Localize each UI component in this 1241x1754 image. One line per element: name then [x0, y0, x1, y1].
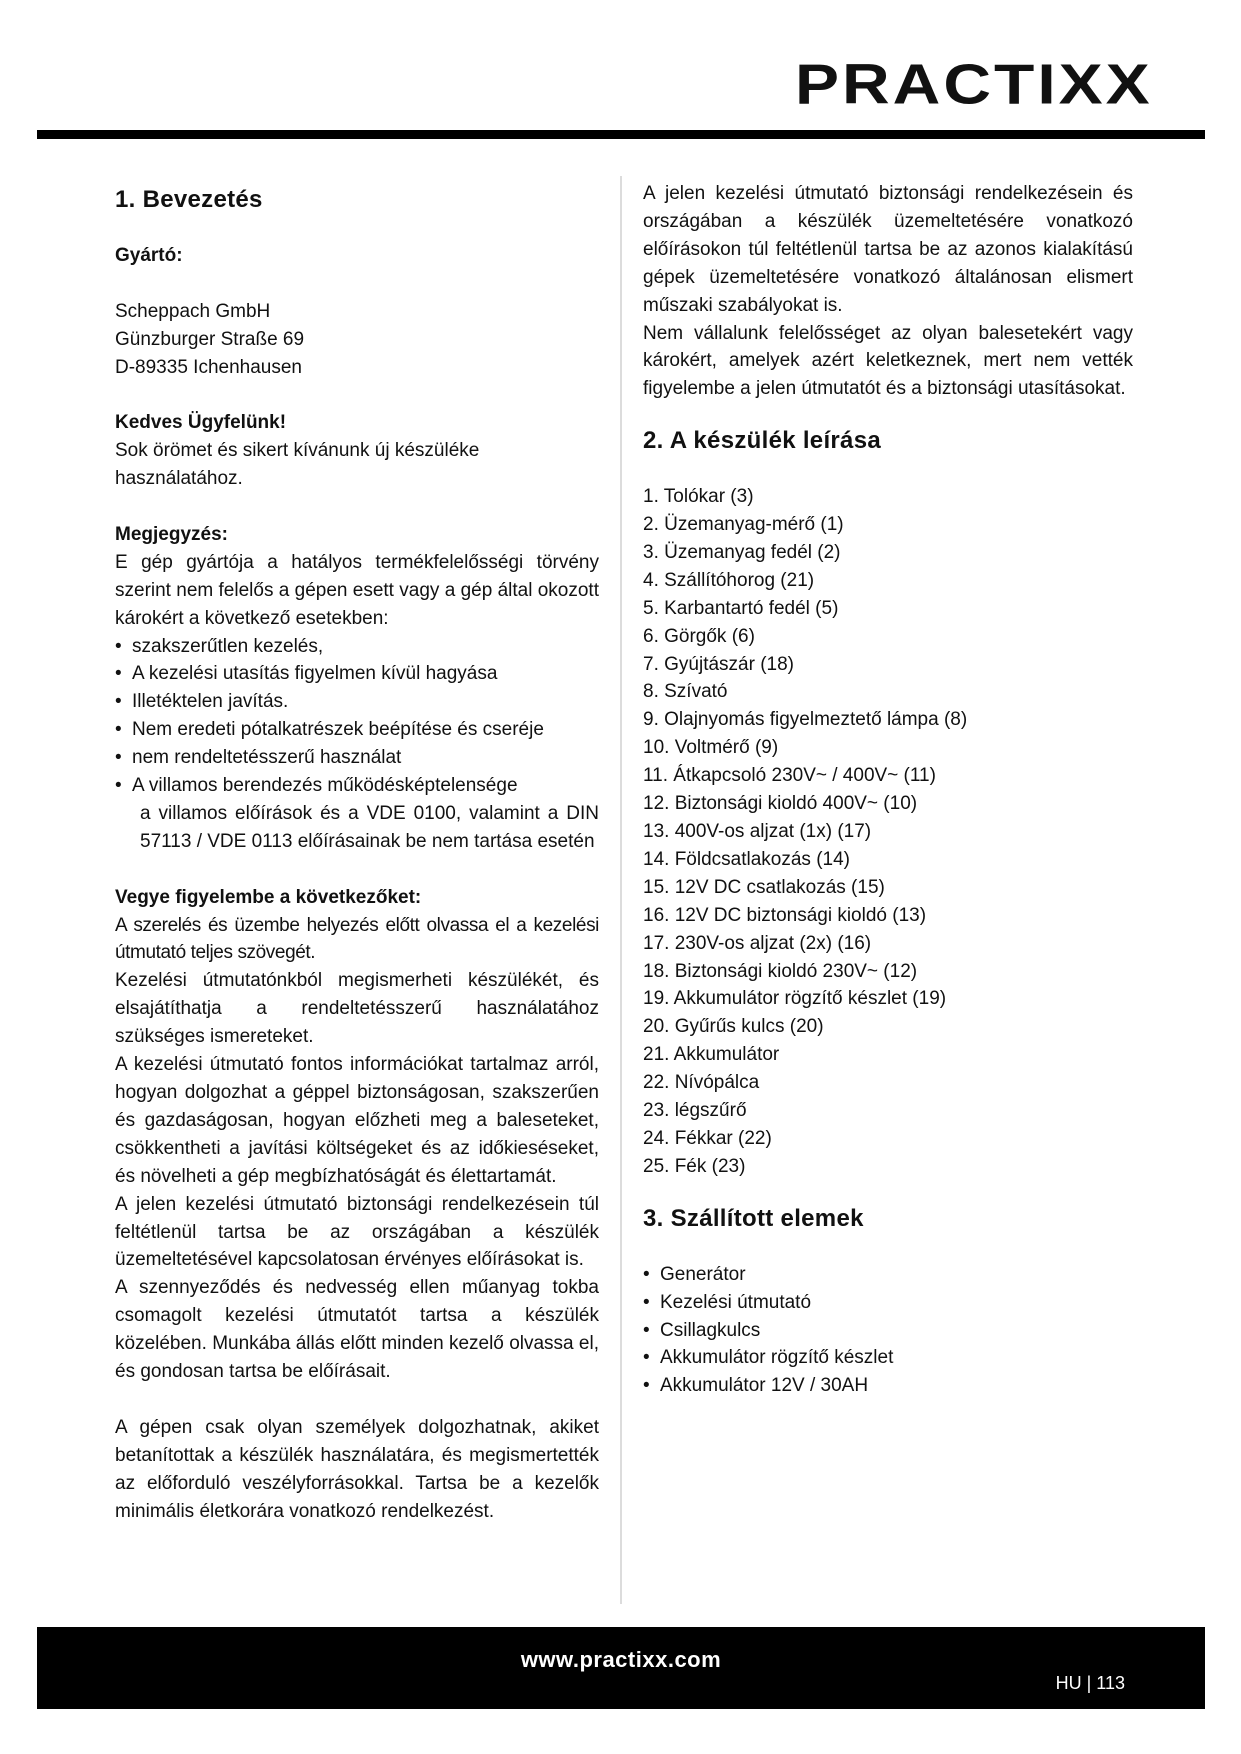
address-line: Scheppach GmbH [115, 300, 271, 322]
greeting-text: Sok örömet és sikert kívánunk új készüléke használatához. [115, 440, 480, 490]
list-item: 10. Voltmérő (9) [643, 737, 779, 759]
list-item: • Akkumulátor 12V / 30AH [643, 1372, 1133, 1400]
list-item: 16. 12V DC biztonsági kioldó (13) [643, 904, 927, 926]
note-list [115, 633, 599, 856]
left-column [115, 176, 599, 1526]
list-item: 6. Görgők (6) [643, 625, 755, 647]
section-2-title: 2. A készülék leírása [643, 427, 882, 455]
page-number: HU | 113 [1055, 1673, 1125, 1693]
list-item: 14. Földcsatlakozás (14) [643, 848, 850, 870]
list-item: 17. 230V-os aljzat (2x) (16) [643, 932, 872, 954]
list-item: • Csillagkulcs [643, 1317, 1133, 1345]
observe-paragraph: A kezelési útmutató fontos információkat tartalmaz arról, hogyan dolgozhat a géppel biztonságosan, szakszerűen és gazdaságosan, hogyan előzheti meg a baleseteket, csökkentheti a javítási költségeket és az időkieséseket, és növelheti a gép megbízhatóságát és élettartamát. [115, 1054, 599, 1187]
list-item: 8. Szívató [643, 681, 728, 703]
observe-paragraph: A szerelés és üzembe helyezés előtt olvassa el a kezelési útmutató teljes szövegét. [115, 914, 599, 964]
list-item: 1. Tolókar (3) [643, 486, 754, 508]
observe-paragraph: Kezelési útmutatónkból megismerheti készülékét, és elsajátíthatja a rendeltetésszerű használatához szükséges ismereteket. [115, 970, 599, 1048]
list-item: 13. 400V-os aljzat (1x) (17) [643, 821, 872, 843]
list-item-continuation: a villamos előírások és a VDE 0100, valamint a DIN 57113 / VDE 0113 előírásainak be nem tartása esetén [140, 802, 599, 852]
list-item: • Generátor [643, 1261, 1133, 1289]
address-line: D-89335 Ichenhausen [115, 356, 302, 378]
right-column [643, 176, 1133, 1400]
list-item: 15. 12V DC csatlakozás (15) [643, 876, 885, 898]
list-item: 23. légszűrő [643, 1100, 747, 1122]
section-1-title: 1. Bevezetés [115, 186, 263, 213]
address-line: Günzburger Straße 69 [115, 328, 305, 350]
intro-paragraph: Nem vállalunk felelősséget az olyan balesetekért vagy károkért, amelyek azért keletkeznek, mert nem vették figyelembe a jelen útmutatót és a biztonsági utasításokat. [643, 322, 1133, 400]
observe-paragraph: A szennyeződés és nedvesség ellen műanyag tokba csomagolt kezelési útmutatót tartsa a készülék közelében. Munkába állás előtt minden kezelő olvassa el, és gondosan tartsa be előírásait. [115, 1277, 599, 1383]
list-item: • szakszerűtlen kezelés, [115, 633, 599, 661]
list-item: 18. Biztonsági kioldó 230V~ (12) [643, 960, 918, 982]
supplied-list [643, 1261, 1133, 1401]
list-item: • Illetéktelen javítás. [115, 688, 599, 716]
list-item: 19. Akkumulátor rögzítő készlet (19) [643, 988, 947, 1010]
observe-paragraph: A jelen kezelési útmutató biztonsági rendelkezésein túl feltétlenül tartsa be az országában a készülék üzemeltetésével kapcsolatosan érvényes előírásokat is. [115, 1193, 599, 1271]
list-item: • A kezelési utasítás figyelmen kívül hagyása [115, 660, 599, 688]
parts-list [643, 483, 1133, 1181]
list-item: 22. Nívópálca [643, 1072, 760, 1094]
intro-paragraph: A jelen kezelési útmutató biztonsági rendelkezésein és országában a készülék üzemeltetésére vonatkozó előírásokon túl feltétlenül tartsa be az azonos kialakítású gépek üzemeltetésére vonatkozó általánosan elismert műszaki szabályokat is. [643, 183, 1133, 316]
list-item: 9. Olajnyomás figyelmeztető lámpa (8) [643, 709, 968, 731]
footer-url[interactable]: www.practixx.com [520, 1647, 722, 1672]
list-item: 3. Üzemanyag fedél (2) [643, 541, 841, 563]
note-text: E gép gyártója a hatályos termékfelelősségi törvény szerint nem felelős a gépen esett vagy a gép által okozott károkért a következő esetekben: [115, 551, 599, 629]
list-item: 24. Fékkar (22) [643, 1127, 772, 1149]
greeting-title: Kedves Ügyfelünk! [115, 412, 287, 434]
list-item: • nem rendeltetésszerű használat [115, 744, 599, 772]
brand-logo: PRACTIXX [795, 52, 1153, 116]
list-item [115, 772, 599, 856]
list-item: 2. Üzemanyag-mérő (1) [643, 514, 844, 536]
list-item: 5. Karbantartó fedél (5) [643, 597, 839, 619]
list-item: • Kezelési útmutató [643, 1289, 1133, 1317]
list-item: 11. Átkapcsoló 230V~ / 400V~ (11) [643, 765, 936, 787]
column-divider [620, 176, 622, 1604]
list-item: • Akkumulátor rögzítő készlet [643, 1344, 1133, 1372]
note-title: Megjegyzés: [115, 523, 228, 545]
list-item: 12. Biztonsági kioldó 400V~ (10) [643, 793, 918, 815]
list-item: 21. Akkumulátor [643, 1044, 780, 1066]
list-item-text: A villamos berendezés működésképtelensége [132, 775, 518, 797]
manufacturer-label: Gyártó: [115, 244, 183, 266]
header-rule [37, 130, 1205, 139]
footer-bar [37, 1627, 1205, 1709]
observe-title: Vegye figyelembe a következőket: [115, 886, 422, 908]
section-3-title: 3. Szállított elemek [643, 1204, 864, 1232]
list-item: 25. Fék (23) [643, 1155, 746, 1177]
list-item: 7. Gyújtászár (18) [643, 653, 794, 675]
list-item: 20. Gyűrűs kulcs (20) [643, 1016, 824, 1038]
final-paragraph: A gépen csak olyan személyek dolgozhatnak, akiket betanítottak a készülék használatára, és megismertették az előforduló veszélyforrásokkal. Tartsa be a kezelők minimális életkorára vonatkozó rendelkezést. [115, 1416, 599, 1522]
list-item: 4. Szállítóhorog (21) [643, 569, 815, 591]
list-item: • Nem eredeti pótalkatrészek beépítése és cseréje [115, 716, 599, 744]
